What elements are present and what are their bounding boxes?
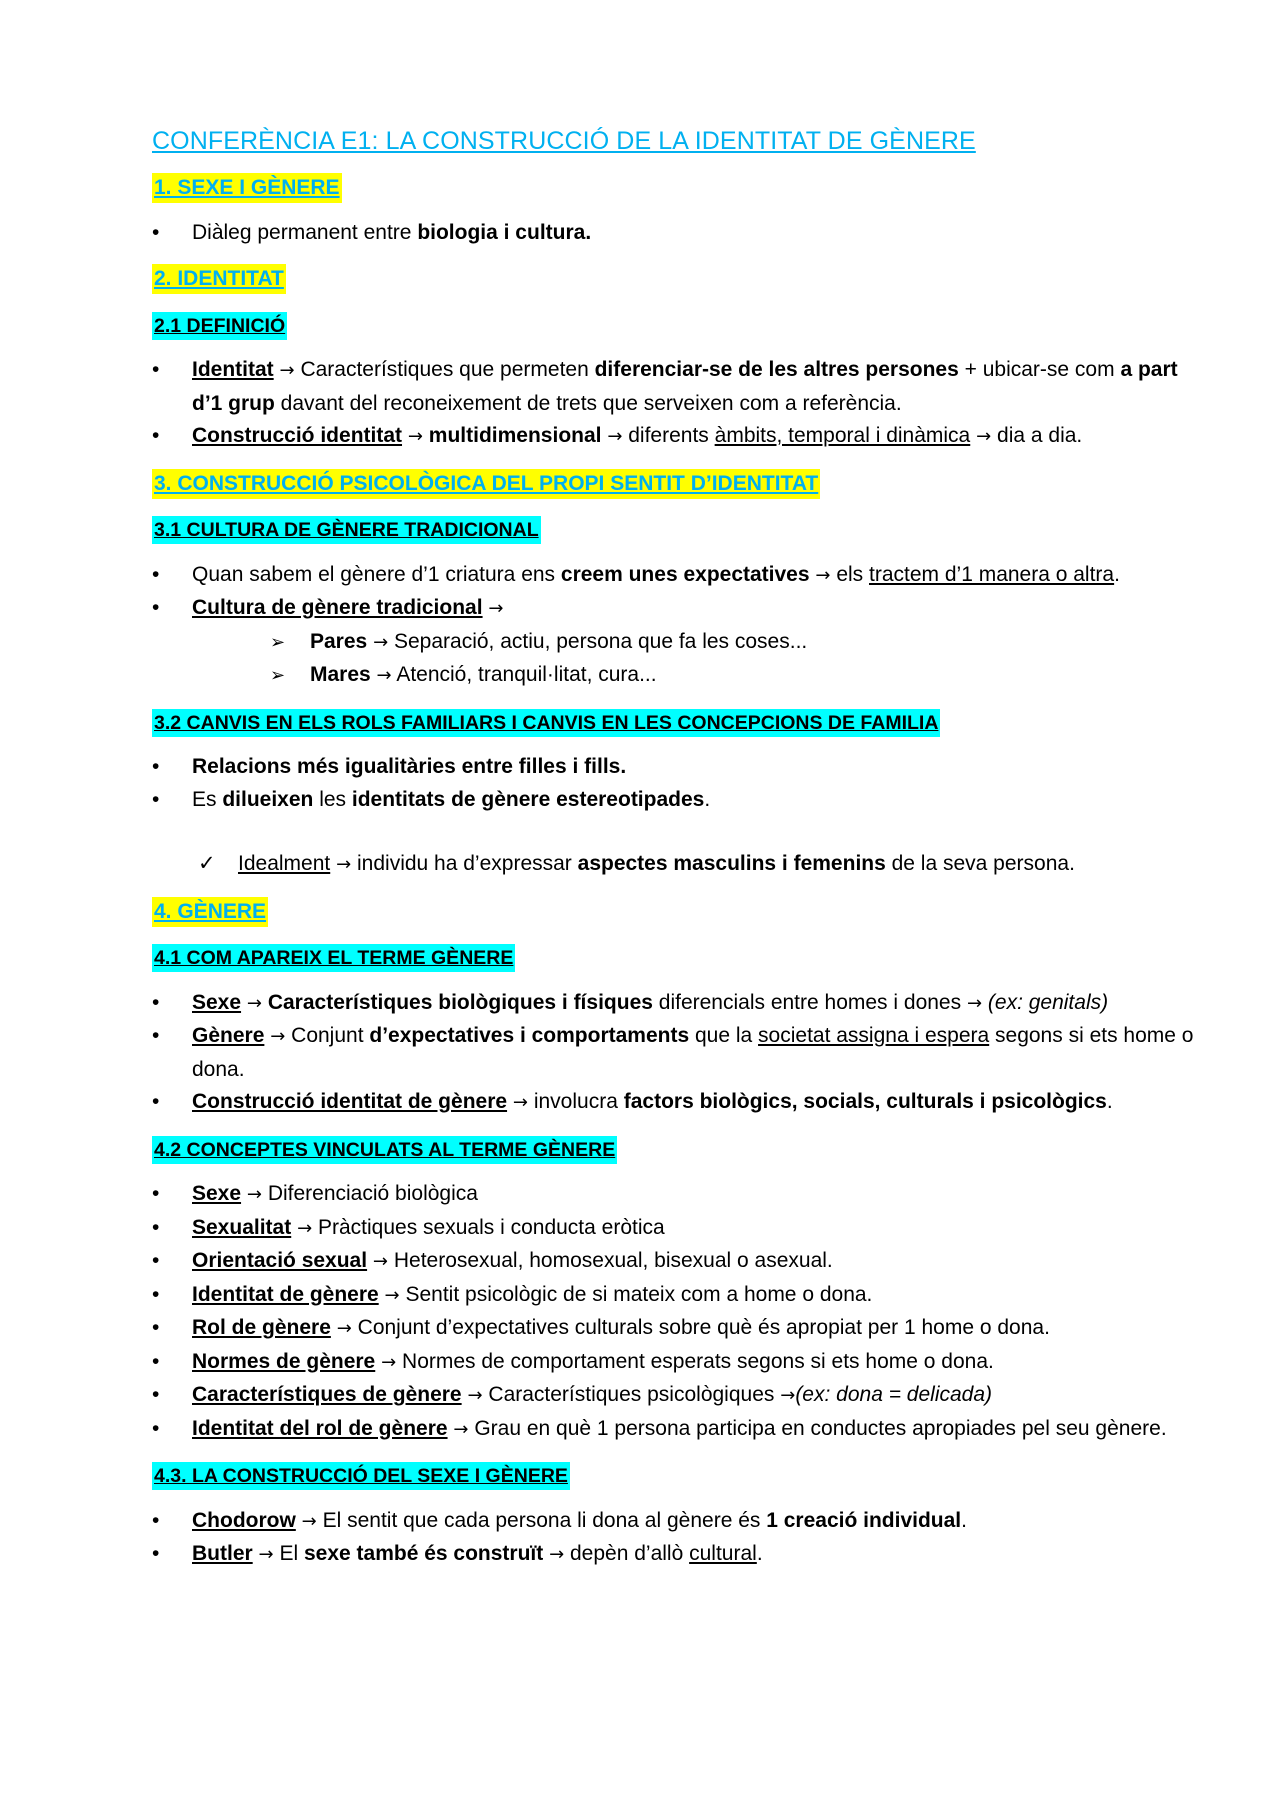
text: Separació, actiu, persona que fa les coses... <box>388 629 808 653</box>
text-bold: diferenciar-se de les altres persones <box>594 358 959 381</box>
arrow-icon: → <box>467 1385 483 1406</box>
bullet-icon: • <box>152 220 160 244</box>
bullet-icon: • <box>152 1249 160 1272</box>
subsection-4-1-heading-wrap <box>152 942 1210 975</box>
arrow-icon: → <box>246 1184 262 1205</box>
section-2-heading-wrap <box>152 263 1210 296</box>
subsection-3-2-heading: 3.2 CANVIS EN ELS ROLS FAMILIARS I CANVIS EN LES CONCEPCIONS DE FAMILIA <box>152 709 940 737</box>
subsection-4-1-heading: 4.1 COM APAREIX EL TERME GÈNERE <box>152 944 515 972</box>
arrow-icon: → <box>966 992 983 1014</box>
text: Normes de comportament esperats segons si ets home o dona. <box>396 1349 994 1373</box>
spacer <box>152 822 1210 848</box>
term-underlined: Idealment <box>238 852 331 875</box>
term: Gènere <box>192 1024 265 1047</box>
text-bold: sexe també és construït <box>303 1542 544 1565</box>
subsection-2-1-list <box>152 354 1210 454</box>
text: + ubicar-se com <box>958 358 1121 381</box>
text: Característiques que permeten <box>294 358 595 381</box>
check-list <box>152 848 1210 882</box>
check-list-item <box>152 848 1210 882</box>
term: Construcció identitat de gènere <box>192 1090 508 1113</box>
subsection-3-2-list <box>152 751 1210 816</box>
text-bold: d’expectatives i comportaments <box>369 1024 690 1047</box>
bullet-icon: • <box>152 1416 160 1440</box>
text: . <box>756 1542 763 1565</box>
text-bold: creem unes expectatives <box>560 562 810 586</box>
arrow-icon: → <box>407 426 423 447</box>
text: El sentit que cada persona li dona al gènere és <box>316 1508 767 1532</box>
arrow-icon: → <box>372 1251 389 1272</box>
arrow-icon: → <box>453 1418 469 1440</box>
arrow-icon: → <box>381 1351 397 1373</box>
list-item <box>152 1212 1210 1246</box>
text: de la seva persona. <box>885 852 1075 875</box>
text: El <box>273 1542 304 1565</box>
text-bold: identitats de gènere estereotipades <box>351 787 705 811</box>
text: depèn d’allò <box>564 1542 690 1565</box>
arrow-icon: → <box>279 360 295 381</box>
list-item <box>152 1086 1210 1120</box>
list-item <box>152 1413 1210 1447</box>
bullet-icon: • <box>152 1316 160 1339</box>
arrow-icon: → <box>373 631 389 653</box>
term: Sexe <box>192 1182 242 1205</box>
text: les <box>313 787 352 811</box>
arrow-icon: → <box>815 564 831 586</box>
arrowhead-bullet-icon: ➢ <box>270 665 286 685</box>
section-4-heading-wrap <box>152 896 1210 929</box>
text: diferencials entre homes i dones <box>652 990 967 1014</box>
term: Cultura de gènere tradicional <box>192 596 483 619</box>
term: Sexe <box>192 990 242 1014</box>
sub-list <box>192 626 1210 693</box>
bullet-icon: • <box>152 596 160 619</box>
text: Característiques psicològiques <box>482 1383 781 1406</box>
section-4-heading: 4. GÈNERE <box>152 897 268 927</box>
text: Grau en què 1 persona participa en conductes apropiades pel seu gènere. <box>468 1416 1167 1440</box>
section-1-heading-wrap <box>152 172 1210 205</box>
section-1-heading: 1. SEXE I GÈNERE <box>152 173 342 203</box>
arrow-icon: → <box>376 665 392 686</box>
subsection-4-2-heading: 4.2 CONCEPTES VINCULATS AL TERME GÈNERE <box>152 1136 617 1164</box>
bullet-icon: • <box>152 358 160 381</box>
text: Diàleg permanent entre <box>192 220 418 244</box>
list-item <box>152 217 1210 250</box>
text: involucra <box>528 1090 624 1113</box>
bullet-icon: • <box>152 1024 160 1047</box>
list-item <box>152 1245 1210 1279</box>
bullet-icon: • <box>152 1508 160 1532</box>
bullet-icon: • <box>152 1383 160 1406</box>
arrow-icon: → <box>976 426 992 447</box>
list-item <box>152 354 1210 420</box>
bullet-icon: • <box>152 755 160 778</box>
text: Conjunt d’expectatives culturals sobre què és apropiat per 1 home o dona. <box>351 1316 1050 1339</box>
bullet-icon: • <box>152 787 160 811</box>
text: Diferenciació biològica <box>261 1182 478 1205</box>
text: . <box>704 787 711 811</box>
list-item <box>152 1279 1210 1313</box>
subsection-2-1-heading-wrap <box>152 310 1210 343</box>
term: Construcció identitat <box>192 424 403 447</box>
arrow-icon: → <box>549 1544 565 1565</box>
document-title: CONFERÈNCIA E1: LA CONSTRUCCIÓ DE LA IDENTITAT DE GÈNERE <box>152 127 976 155</box>
arrow-icon: → <box>297 1217 313 1239</box>
text: diferents <box>622 424 715 447</box>
list-item <box>152 1505 1210 1539</box>
bullet-icon: • <box>152 1542 160 1565</box>
text: Es <box>192 787 223 811</box>
list-item <box>152 592 1210 693</box>
subsection-4-3-list <box>152 1505 1210 1572</box>
text: que la <box>689 1024 759 1047</box>
term: Característiques de gènere <box>192 1383 462 1406</box>
text-bold: dilueixen <box>222 787 314 811</box>
text: Atenció, tranquil·litat, cura... <box>391 663 657 686</box>
arrow-icon: → <box>258 1544 274 1565</box>
text: davant del reconeixement de trets que serveixen com a referència. <box>274 391 902 415</box>
term-bold: Pares <box>310 629 368 653</box>
text-bold: a part d’1 grup <box>192 358 1178 415</box>
list-item <box>152 1312 1210 1346</box>
arrow-icon: → <box>336 854 352 875</box>
bullet-icon: • <box>152 1282 160 1306</box>
text: els <box>830 562 869 586</box>
arrow-icon: → <box>336 1318 352 1339</box>
bullet-icon: • <box>152 424 160 447</box>
subsection-3-1-heading: 3.1 CULTURA DE GÈNERE TRADICIONAL <box>152 516 541 544</box>
arrowhead-bullet-icon: ➢ <box>270 631 286 652</box>
text: Quan sabem el gènere d’1 criatura ens <box>192 562 561 586</box>
list-item <box>152 1020 1210 1086</box>
list-item <box>152 420 1210 454</box>
text-underlined: societat assigna i espera <box>758 1024 990 1047</box>
text: segons si ets home o dona. <box>192 1024 1194 1081</box>
text: Pràctiques sexuals i conducta eròtica <box>312 1215 665 1239</box>
subsection-3-2-heading-wrap <box>152 707 1210 740</box>
arrow-icon: → <box>384 1284 400 1306</box>
subsection-4-3-heading-wrap <box>152 1460 1210 1493</box>
subsection-4-2-heading-wrap <box>152 1134 1210 1167</box>
text-underlined: cultural <box>689 1542 757 1565</box>
text: Sentit psicològic de si mateix com a home o dona. <box>399 1282 873 1306</box>
text-bold: biologia i cultura. <box>417 220 592 244</box>
subsection-4-3-heading: 4.3. LA CONSTRUCCIÓ DEL SEXE I GÈNERE <box>152 1462 570 1490</box>
bullet-icon: • <box>152 1090 160 1113</box>
section-2-heading: 2. IDENTITAT <box>152 264 286 294</box>
arrow-icon: → <box>301 1510 317 1532</box>
term: Identitat del rol de gènere <box>192 1416 448 1440</box>
term: Rol de gènere <box>192 1316 331 1339</box>
list-item <box>152 784 1210 817</box>
section-3-heading: 3. CONSTRUCCIÓ PSICOLÒGICA DEL PROPI SENTIT D’IDENTITAT <box>152 469 820 499</box>
bullet-icon: • <box>152 990 160 1014</box>
term: Sexualitat <box>192 1215 292 1239</box>
term: Orientació sexual <box>192 1249 368 1272</box>
subsection-4-1-list <box>152 987 1210 1120</box>
checkmark-icon: ✓ <box>198 852 216 875</box>
subsection-3-1-heading-wrap <box>152 514 1210 547</box>
text-underlined: àmbits, temporal i dinàmica <box>714 424 971 447</box>
bullet-icon: • <box>152 1182 160 1205</box>
sub-list-item <box>192 626 1210 660</box>
text: . <box>1114 562 1120 586</box>
text: . <box>961 1508 967 1532</box>
text-bold: aspectes masculins i femenins <box>577 852 886 875</box>
subsection-2-1-heading: 2.1 DEFINICIÓ <box>152 312 287 340</box>
text-italic: (ex: dona = delicada) <box>795 1383 993 1406</box>
text-bold: Relacions més igualitàries entre filles i fills. <box>192 755 627 778</box>
bullet-icon: • <box>152 562 160 586</box>
text-bold: factors biològics, socials, culturals i psicològics <box>623 1090 1107 1113</box>
term-bold: Mares <box>310 663 371 686</box>
term: Chodorow <box>192 1508 296 1532</box>
subsection-3-1-list <box>152 559 1210 693</box>
arrow-icon: → <box>270 1026 286 1047</box>
list-item <box>152 559 1210 593</box>
term: Identitat <box>192 358 274 381</box>
list-item <box>152 751 1210 784</box>
text-bold: Característiques biològiques i físiques <box>267 990 653 1014</box>
arrow-icon: → <box>607 426 623 447</box>
section-3-heading-wrap <box>152 468 1210 501</box>
arrow-icon: → <box>246 992 262 1014</box>
list-item <box>152 987 1210 1021</box>
list-item <box>152 1346 1210 1380</box>
arrow-icon: → <box>512 1092 528 1113</box>
bullet-icon: • <box>152 1215 160 1239</box>
list-item <box>152 1538 1210 1572</box>
list-item <box>152 1379 1210 1413</box>
text-bold: 1 creació individual <box>766 1508 962 1532</box>
text: dia a dia. <box>991 424 1083 447</box>
list-item <box>152 1178 1210 1212</box>
term: Normes de gènere <box>192 1349 376 1373</box>
text: Heterosexual, homosexual, bisexual o asexual. <box>388 1249 833 1272</box>
subsection-4-2-list <box>152 1178 1210 1446</box>
arrow-icon: → <box>780 1385 796 1406</box>
term: Identitat de gènere <box>192 1282 379 1306</box>
text: . <box>1106 1090 1113 1113</box>
text-italic: (ex: genitals) <box>987 990 1109 1014</box>
section-1-list <box>152 217 1210 250</box>
sub-list-item <box>192 659 1210 693</box>
text: Conjunt <box>285 1024 370 1047</box>
text: individu ha d’expressar <box>351 852 578 875</box>
term: Butler <box>192 1542 253 1565</box>
bullet-icon: • <box>152 1349 160 1373</box>
text-bold: multidimensional <box>428 424 602 447</box>
text-underlined: tractem d’1 manera o altra <box>869 562 1115 586</box>
arrow-icon: → <box>488 598 504 619</box>
